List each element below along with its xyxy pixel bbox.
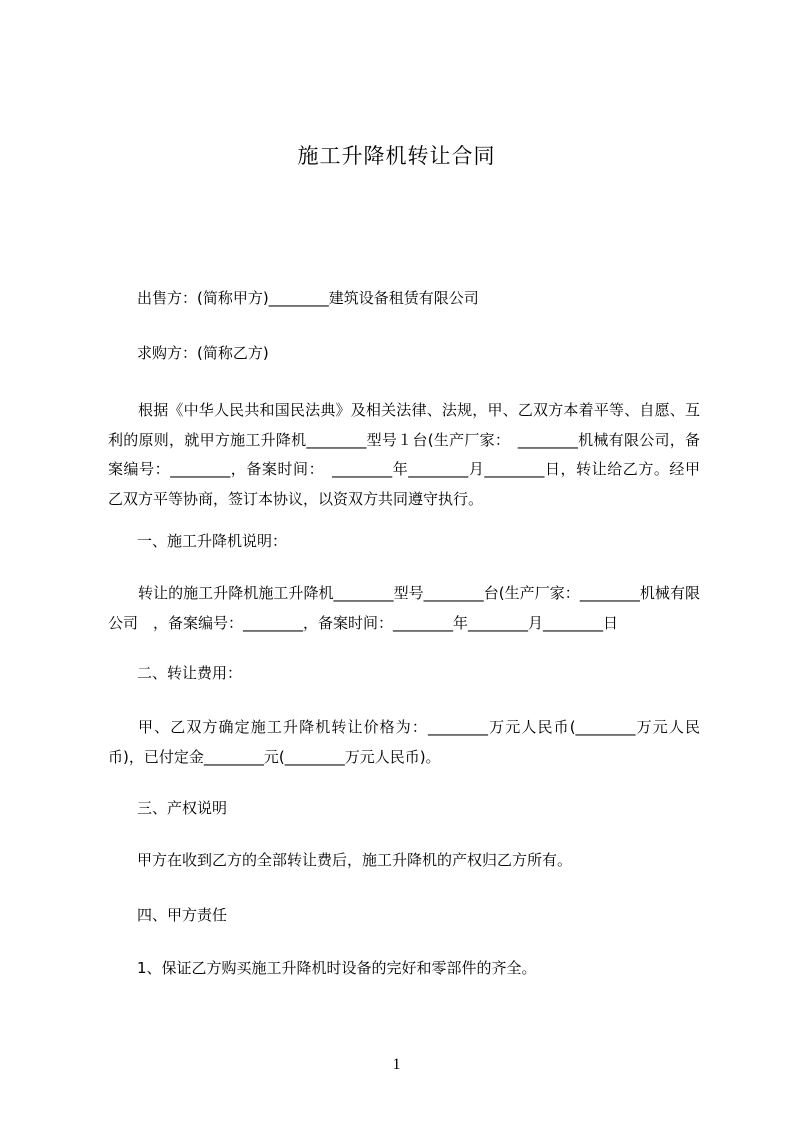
document-title: 施工升降机转让合同: [297, 144, 496, 168]
page-number: 1: [392, 1056, 401, 1073]
section-2-paragraph: 甲、乙双方确定施工升降机转让价格为：________万元人民币(________万元人民币)，已付定金________元(________万元人民币)。: [108, 718, 700, 766]
section-4-heading: 四、甲方责任: [137, 906, 228, 924]
buyer-line: 求购方：(简称乙方): [137, 344, 269, 362]
section-2-heading: 二、转让费用：: [137, 664, 243, 682]
seller-line: 出售方：(简称甲方)________建筑设备租赁有限公司: [137, 289, 479, 307]
section-1-paragraph: 转让的施工升降机施工升降机________型号________台(生产厂家：________机械有限公司 ，备案编号：________，备案时间：________年________月________日: [108, 584, 700, 632]
section-4-item-1: 1、保证乙方购买施工升降机时设备的完好和零部件的齐全。: [137, 959, 537, 977]
preamble-paragraph: 根据《中华人民共和国民法典》及相关法律、法规，甲、乙双方本着平等、自愿、互利的原则，就甲方施工升降机________型号１台(生产厂家： ________机械有限公司，备案编号：________，备案时间： ________年________月________日，转让给乙方。经甲乙双方平等协商，签订本协议，以资双方共同遵守执行。: [108, 401, 700, 508]
section-3-paragraph: 甲方在收到乙方的全部转让费后，施工升降机的产权归乙方所有。: [137, 851, 573, 869]
section-3-heading: 三、产权说明: [137, 799, 228, 817]
section-1-heading: 一、施工升降机说明：: [137, 532, 288, 550]
